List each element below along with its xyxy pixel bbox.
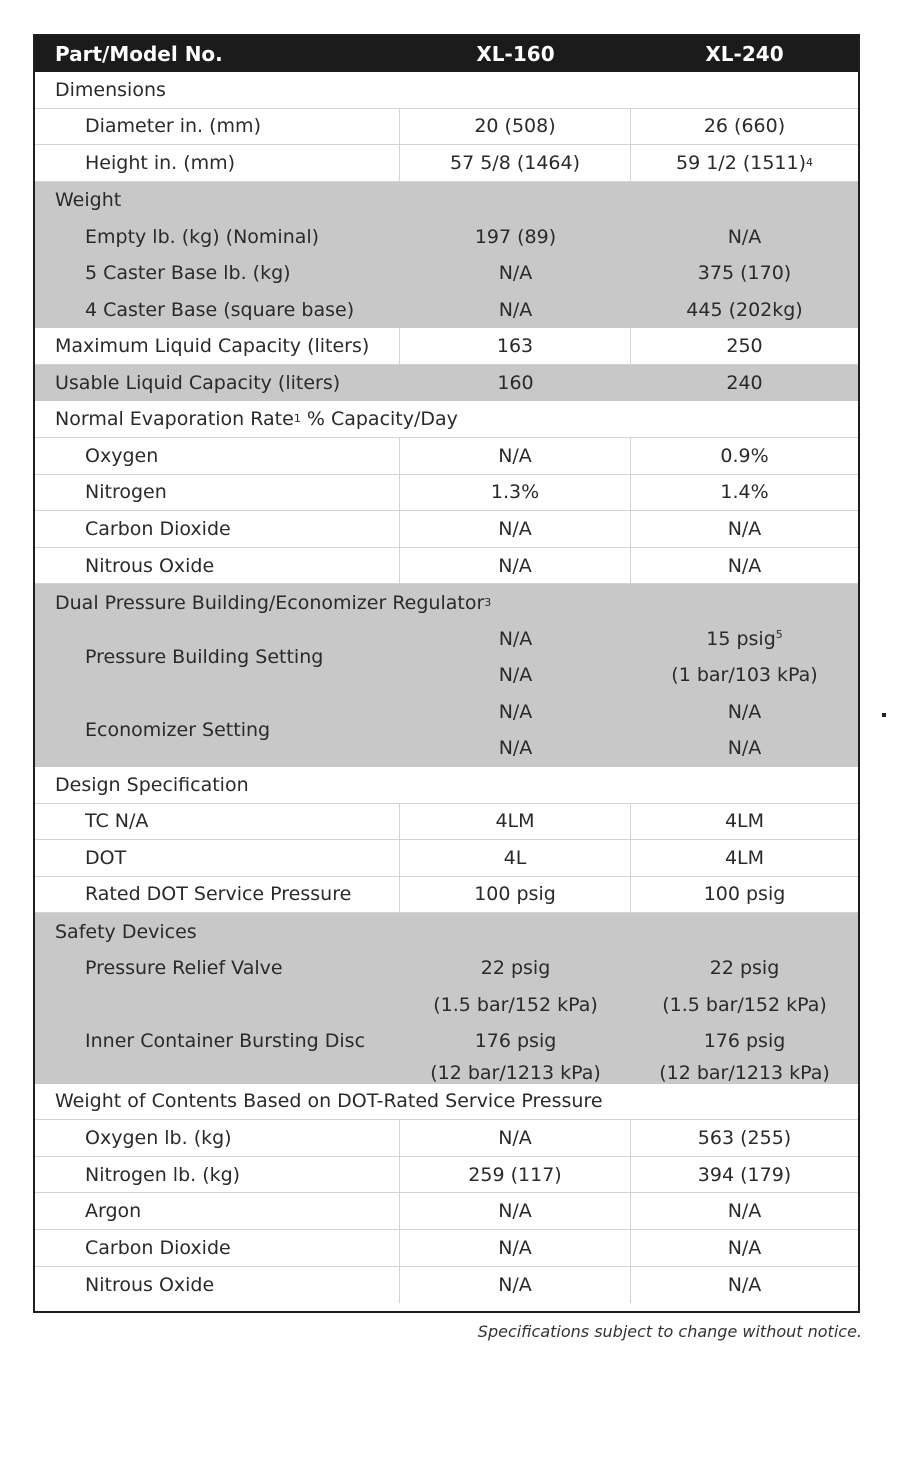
xl240-value: 4LM (724, 810, 765, 833)
table-row (35, 292, 858, 329)
xl240-value (631, 694, 858, 767)
header-part-model: Part/Model No. (55, 42, 223, 66)
section-title-text: Dual Pressure Building/Economizer Regulator (55, 591, 485, 614)
stray-dot (882, 713, 886, 717)
section-title-text: Normal Evaporation Rate (55, 408, 294, 431)
section-usable-capacity (35, 365, 858, 402)
value-line: N/A (727, 737, 762, 760)
xl160-value: N/A (400, 511, 631, 547)
xl160-value: N/A (400, 438, 631, 474)
xl240-value: N/A (727, 1273, 762, 1296)
row-label: TC N/A (35, 804, 400, 840)
value-line: (1 bar/103 kPa) (671, 664, 818, 687)
section-title-suffix: % Capacity/Day (300, 408, 458, 431)
value-line: N/A (498, 664, 533, 687)
row-label: Usable Liquid Capacity (liters) (55, 372, 341, 395)
xl240-value: 100 psig (703, 883, 786, 906)
xl160-value: 1.3% (400, 475, 631, 511)
xl160-value (400, 694, 631, 767)
xl240-value: 0.9% (720, 444, 769, 467)
row-label: Oxygen (35, 438, 400, 474)
table-row (35, 548, 858, 585)
xl240-value-text: 59 1/2 (1511) (675, 151, 806, 174)
xl160-value: 20 (508) (400, 109, 631, 145)
table-row (35, 438, 858, 475)
value-line (706, 621, 783, 657)
xl240-value: 22 psig (709, 957, 780, 980)
row-label: Nitrogen (35, 475, 400, 511)
xl160-value: 22 psig (480, 957, 551, 980)
table-row (35, 840, 858, 877)
section-title: Normal Evaporation Rate 1 % Capacity/Day (55, 408, 458, 431)
xl240-value: 445 (202kg) (686, 298, 803, 321)
row-label: Maximum Liquid Capacity (liters) (35, 328, 400, 364)
table-row (35, 1120, 858, 1157)
section-title-row (35, 1084, 858, 1121)
xl160-value: 160 (497, 372, 534, 395)
xl240-value: 563 (255) (697, 1127, 792, 1150)
row-label: Argon (35, 1193, 400, 1229)
row-label-empty (35, 1060, 400, 1084)
xl160-value: 4LM (400, 804, 631, 840)
table-row (35, 1193, 858, 1230)
table-row (35, 950, 858, 987)
row-label: Pressure Relief Valve (85, 957, 283, 980)
section-title: Weight of Contents Based on DOT-Rated Service Pressure (55, 1090, 603, 1113)
table-row (35, 475, 858, 512)
xl240-value: 1.4% (720, 481, 769, 504)
section-regulator (35, 584, 858, 767)
section-title-row (35, 767, 858, 804)
row-label: Nitrous Oxide (35, 1267, 400, 1304)
row-label: Diameter in. (mm) (35, 109, 400, 145)
section-title: Dimensions (55, 78, 166, 101)
row-label: Oxygen lb. (kg) (35, 1120, 400, 1156)
spec-table (33, 34, 860, 1313)
row-label: Carbon Dioxide (35, 1230, 400, 1266)
row-label: Carbon Dioxide (35, 511, 400, 547)
table-row (35, 1230, 858, 1267)
xl240-value: 4LM (724, 846, 765, 869)
section-title: Dual Pressure Building/Economizer Regulator 3 (55, 591, 492, 614)
table-row (35, 694, 858, 767)
table-row (35, 877, 858, 914)
value-line-text: 15 psig (706, 628, 776, 651)
xl160-value (400, 621, 631, 694)
xl160-value: (1.5 bar/152 kPa) (433, 993, 598, 1016)
xl160-value: N/A (498, 298, 533, 321)
table-row (35, 365, 858, 402)
xl240-value: (1.5 bar/152 kPa) (662, 993, 827, 1016)
xl160-value: 197 (89) (474, 225, 557, 248)
table-row (35, 218, 858, 255)
section-contents (35, 1084, 858, 1304)
table-row (35, 109, 858, 146)
section-title-row (35, 913, 858, 950)
table-row (35, 511, 858, 548)
section-max-capacity (35, 328, 858, 365)
row-label: Empty lb. (kg) (Nominal) (85, 225, 320, 248)
section-design (35, 767, 858, 913)
footnote-mark: 5 (775, 628, 783, 642)
section-title-row (35, 182, 858, 219)
section-safety (35, 913, 858, 1083)
section-title: Safety Devices (55, 920, 197, 943)
row-label: Rated DOT Service Pressure (35, 877, 400, 913)
section-title: Weight (55, 189, 122, 212)
xl240-value (631, 621, 858, 694)
xl160-value: N/A (400, 1193, 631, 1229)
xl240-value: 250 (726, 334, 763, 357)
value-line: N/A (498, 701, 533, 724)
table-row (35, 145, 858, 182)
xl160-value: N/A (400, 1230, 631, 1266)
xl240-value: 375 (170) (697, 262, 792, 285)
footnote: Specifications subject to change without notice. (477, 1322, 862, 1341)
table-row (35, 328, 858, 365)
table-row (35, 255, 858, 292)
section-weight (35, 182, 858, 328)
xl160-value: (12 bar/1213 kPa) (430, 1061, 601, 1084)
row-label: Inner Container Bursting Disc (85, 1030, 366, 1053)
xl240-value: N/A (727, 554, 762, 577)
table-row-continued (35, 986, 858, 1023)
table-row-continued (35, 1060, 858, 1084)
section-evaporation (35, 401, 858, 584)
xl160-value: 100 psig (400, 877, 631, 913)
xl240-value: N/A (727, 517, 762, 540)
xl240-value: N/A (727, 1200, 762, 1223)
xl160-value: N/A (400, 548, 631, 584)
section-title: Design Specification (55, 773, 249, 796)
xl240-value: 26 (660) (703, 115, 786, 138)
row-label: DOT (35, 840, 400, 876)
value-line: N/A (727, 701, 762, 724)
table-row (35, 621, 858, 694)
table-row (35, 804, 858, 841)
xl160-value: 4L (400, 840, 631, 876)
row-label-empty (35, 986, 400, 1023)
section-title-row (35, 401, 858, 438)
xl160-value: N/A (498, 262, 533, 285)
value-line: N/A (498, 628, 533, 651)
xl240-value: (12 bar/1213 kPa) (659, 1061, 830, 1084)
section-dimensions (35, 72, 858, 182)
row-label: Height in. (mm) (35, 145, 400, 181)
xl160-value: N/A (400, 1267, 631, 1304)
table-row (35, 1023, 858, 1060)
xl240-value: 176 psig (703, 1030, 786, 1053)
header-xl240: XL-240 (705, 42, 784, 66)
section-title-row (35, 72, 858, 109)
table-row (35, 1267, 858, 1304)
xl240-value: N/A (727, 225, 762, 248)
xl240-value: 240 (726, 372, 763, 395)
table-header (35, 36, 858, 72)
row-label: Economizer Setting (85, 719, 271, 742)
xl160-value: 259 (117) (400, 1157, 631, 1193)
xl160-value: 57 5/8 (1464) (400, 145, 631, 181)
xl240-value: N/A (727, 1236, 762, 1259)
xl240-value: 59 1/2 (1511) 4 (675, 151, 813, 174)
row-label: Nitrogen lb. (kg) (35, 1157, 400, 1193)
header-xl160: XL-160 (476, 42, 555, 66)
row-label: 4 Caster Base (square base) (85, 298, 355, 321)
xl160-value: N/A (400, 1120, 631, 1156)
xl160-value: 176 psig (474, 1030, 557, 1053)
value-line: N/A (498, 737, 533, 760)
section-title-row (35, 584, 858, 621)
row-label: Nitrous Oxide (35, 548, 400, 584)
table-row (35, 1157, 858, 1194)
xl240-value: 394 (179) (697, 1163, 792, 1186)
xl160-value: 163 (400, 328, 631, 364)
row-label: Pressure Building Setting (85, 646, 324, 669)
row-label: 5 Caster Base lb. (kg) (85, 262, 291, 285)
